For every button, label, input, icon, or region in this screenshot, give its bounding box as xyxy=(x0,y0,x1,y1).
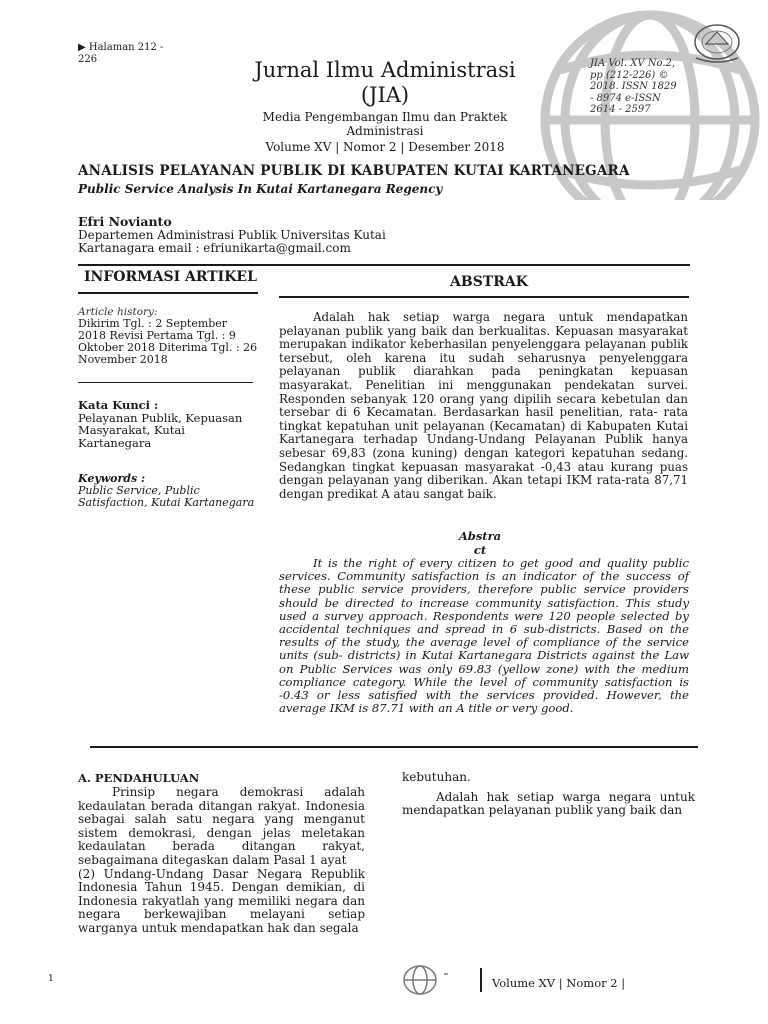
divider-abstract xyxy=(279,296,689,298)
section-heading: A. PENDAHULUAN xyxy=(78,771,200,785)
abstract-english: It is the right of every citizen to get good and quality public services. Community satisfaction is an indicator of the success of these public service providers, therefore public service providers should be directed to increase community satisfaction. This study used a survey approach. Respondents were 120 people selected by accidental techniques and spread in 6 sub-districts. Based on the results of the study, the average level of compliance of the service units (sub- districts) in Kutai Kartanegara Districts against the Law on Public Services was only 69.83 (yellow zone) with the medium compliance category. While the level of community satisfaction is -0.43 or less satisfied with the services provided. However, the average IKM is 87.71 with an A title or very good. xyxy=(279,556,689,716)
abstract-heading: ABSTRAK xyxy=(450,274,528,290)
page-number: 1 xyxy=(48,974,54,984)
abstract-indonesian: Adalah hak setiap warga negara untuk mendapatkan pelayanan publik yang baik dan berkualitas. Kepuasan masyarakat merupakan indikator keberhasilan penyelenggara pelayanan publik tersebut, oleh karena itu sudah seharusnya penyelenggara pelayanan publik diarahkan pada peningkatan kepuasan masyarakat. Penelitian ini menggunakan pendekatan survei. Responden sebanyak 120 orang yang dipilih secara kebetulan dan tersebar di 6 Kecamatan. Berdasarkan hasil penelitian, rata- rata tingkat kepatuhan unit pelayanan (Kecamatan) di Kabupaten Kutai Kartanegara terhadap Undang-Undang Pelayanan Publik hanya sebesar 69,83 (zona kuning) dengan kategori kepatuhan sedang. Sedangkan tingkat kepuasan masyarakat -0,43 atau kurang puas dengan pelayanan yang diberikan. Akan tetapi IKM rata-rata 87,71 dengan predikat A atau sangat baik. xyxy=(279,310,688,501)
author-name: Efri Novianto xyxy=(78,214,172,229)
footer-separator xyxy=(480,968,482,992)
keywords xyxy=(78,473,258,509)
divider-top xyxy=(78,264,690,266)
article-subtitle: Public Service Analysis In Kutai Kartanegara Regency xyxy=(78,182,443,196)
body-right-para: Adalah hak setiap warga negara untuk mendapatkan pelayanan publik yang baik dan xyxy=(402,789,695,818)
university-seal-icon xyxy=(688,22,746,68)
abstract-english-heading xyxy=(420,530,540,557)
article-history xyxy=(78,306,258,366)
footer-globe-icon xyxy=(400,962,470,998)
keywords-text: Public Service, Public Satisfaction, Kutai Kartanegara xyxy=(78,484,255,509)
abstract-en-heading-part1: Abstra xyxy=(458,529,502,543)
kata-kunci-text: Pelayanan Publik, Kepuasan Masyarakat, Kutai Kartanegara xyxy=(78,410,243,450)
footer-volume: Volume XV | Nomor 2 | xyxy=(492,976,626,990)
volume-line: Volume XV | Nomor 2 | Desember 2018 xyxy=(265,140,505,154)
author-affiliation: Departemen Administrasi Publik Universitas Kutai Kartanagara email : efriunikarta@gmail.com xyxy=(78,228,386,255)
keywords-label: Keywords : xyxy=(78,472,146,485)
journal-meta: JIA Vol. XV No.2, pp (212-226) © 2018. ISSN 1829 - 8974 e-ISSN 2614 - 2597 xyxy=(590,58,677,115)
history-text: Dikirim Tgl. : 2 September 2018 Revisi Pertama Tgl. : 9 Oktober 2018 Diterima Tgl. : 26 November 2018 xyxy=(78,317,258,366)
kata-kunci-label: Kata Kunci : xyxy=(78,398,159,412)
body-left-para: Prinsip negara demokrasi adalah kedaulatan berada ditangan rakyat. Indonesia sebagai salah satu negara yang menganut sistem demokrasi, dengan jelas meletakan kedaulatan berada ditangan rakyat, sebagaimana ditegaskan dalam Pasal 1 ayat xyxy=(78,785,365,867)
body-right-line: kebutuhan. xyxy=(402,770,471,784)
history-label: Article history: xyxy=(78,306,158,318)
divider-info xyxy=(78,292,258,294)
divider-bottom xyxy=(90,746,698,748)
kata-kunci xyxy=(78,399,258,449)
article-title: ANALISIS PELAYANAN PUBLIK DI KABUPATEN KUTAI KARTANEGARA xyxy=(78,163,630,179)
journal-title: Jurnal Ilmu Administrasi (JIA) xyxy=(254,58,516,107)
abstract-en-heading-part2: ct xyxy=(473,542,487,557)
body-right-column xyxy=(402,771,695,818)
journal-subtitle: Media Pengembangan Ilmu dan Praktek Administrasi xyxy=(262,110,508,138)
divider-history xyxy=(78,382,253,383)
body-left-para-2: (2) Undang-Undang Dasar Negara Republik Indonesia Tahun 1945. Dengan demikian, di Indonesia rakyatlah yang memiliki negara dan negara berkewajiban melayani setiap warganya untuk mendapatkan hak dan segala xyxy=(78,866,365,935)
body-left-column xyxy=(78,786,365,936)
info-heading: INFORMASI ARTIKEL xyxy=(84,269,257,285)
page-range: ▶ Halaman 212 - 226 xyxy=(78,42,164,65)
